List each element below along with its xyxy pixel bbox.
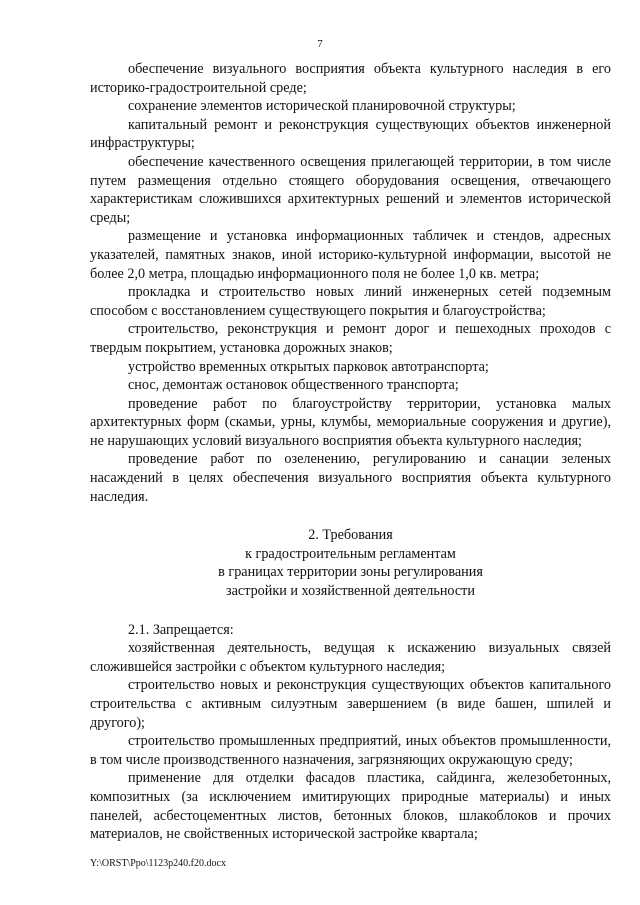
paragraph: применение для отделки фасадов пластика, сайдинга, железобетонных, композитных (за исключением имитирующих природные материалы) и иных панелей, асбестоцементных листов, бетонных блоков, шлакоблоков и прочих материалов, не свойственных исторической застройке квартала;	[90, 770, 611, 843]
paragraph: устройство временных открытых парковок автотранспорта;	[128, 358, 489, 375]
heading-line: 2. Требования	[308, 527, 393, 544]
heading-line: к градостроительным регламентам	[245, 545, 456, 562]
page-number: 7	[317, 38, 323, 50]
file-path-footer: Y:\ORST\Ppo\1123p240.f20.docx	[90, 858, 226, 869]
paragraph: хозяйственная деятельность, ведущая к искажению визуальных связей сложившейся застройки с объектом культурного наследия;	[90, 640, 611, 675]
heading-line: застройки и хозяйственной деятельности	[226, 583, 475, 600]
paragraph: 2.1. Запрещается:	[128, 621, 234, 638]
section-heading	[90, 526, 611, 600]
paragraph: строительство промышленных предприятий, иных объектов промышленности, в том числе производственного назначения, загрязняющих окружающую среду;	[90, 733, 611, 768]
paragraph: обеспечение визуального восприятия объекта культурного наследия в его историко-градостроительной среде;	[90, 61, 611, 96]
paragraph: строительство, реконструкция и ремонт дорог и пешеходных проходов с твердым покрытием, установка дорожных знаков;	[90, 321, 611, 356]
document-body	[90, 60, 611, 844]
paragraph: проведение работ по озеленению, регулированию и санации зеленых насаждений в целях обеспечения визуального восприятия объекта культурного наследия.	[90, 451, 611, 505]
paragraph: сохранение элементов исторической планировочной структуры;	[128, 98, 516, 115]
heading-line: в границах территории зоны регулирования	[218, 564, 483, 581]
paragraph: строительство новых и реконструкция существующих объектов капитального строительства с активным силуэтным завершением (в виде башен, шпилей и другого);	[90, 677, 611, 731]
paragraph: размещение и установка информационных табличек и стендов, адресных указателей, памятных знаков, иной историко-культурной информации, высотой не более 2,0 метра, площадью информационного поля не более 1,0 кв. метра;	[90, 228, 611, 282]
paragraph: прокладка и строительство новых линий инженерных сетей подземным способом с восстановлением существующего покрытия и благоустройства;	[90, 284, 611, 319]
paragraph: проведение работ по благоустройству территории, установка малых архитектурных форм (скамьи, урны, клумбы, мемориальные сооружения и другие), не нарушающих условий визуального восприятия объекта культурного наследия;	[90, 395, 611, 449]
paragraph: обеспечение качественного освещения прилегающей территории, в том числе путем размещения отдельно стоящего оборудования освещения, отвечающего характеристикам сложившихся архитектурных решений и элементов исторической среды;	[90, 153, 611, 226]
paragraph: снос, демонтаж остановок общественного транспорта;	[128, 377, 459, 394]
paragraph: капитальный ремонт и реконструкция существующих объектов инженерной инфраструктуры;	[90, 116, 611, 152]
